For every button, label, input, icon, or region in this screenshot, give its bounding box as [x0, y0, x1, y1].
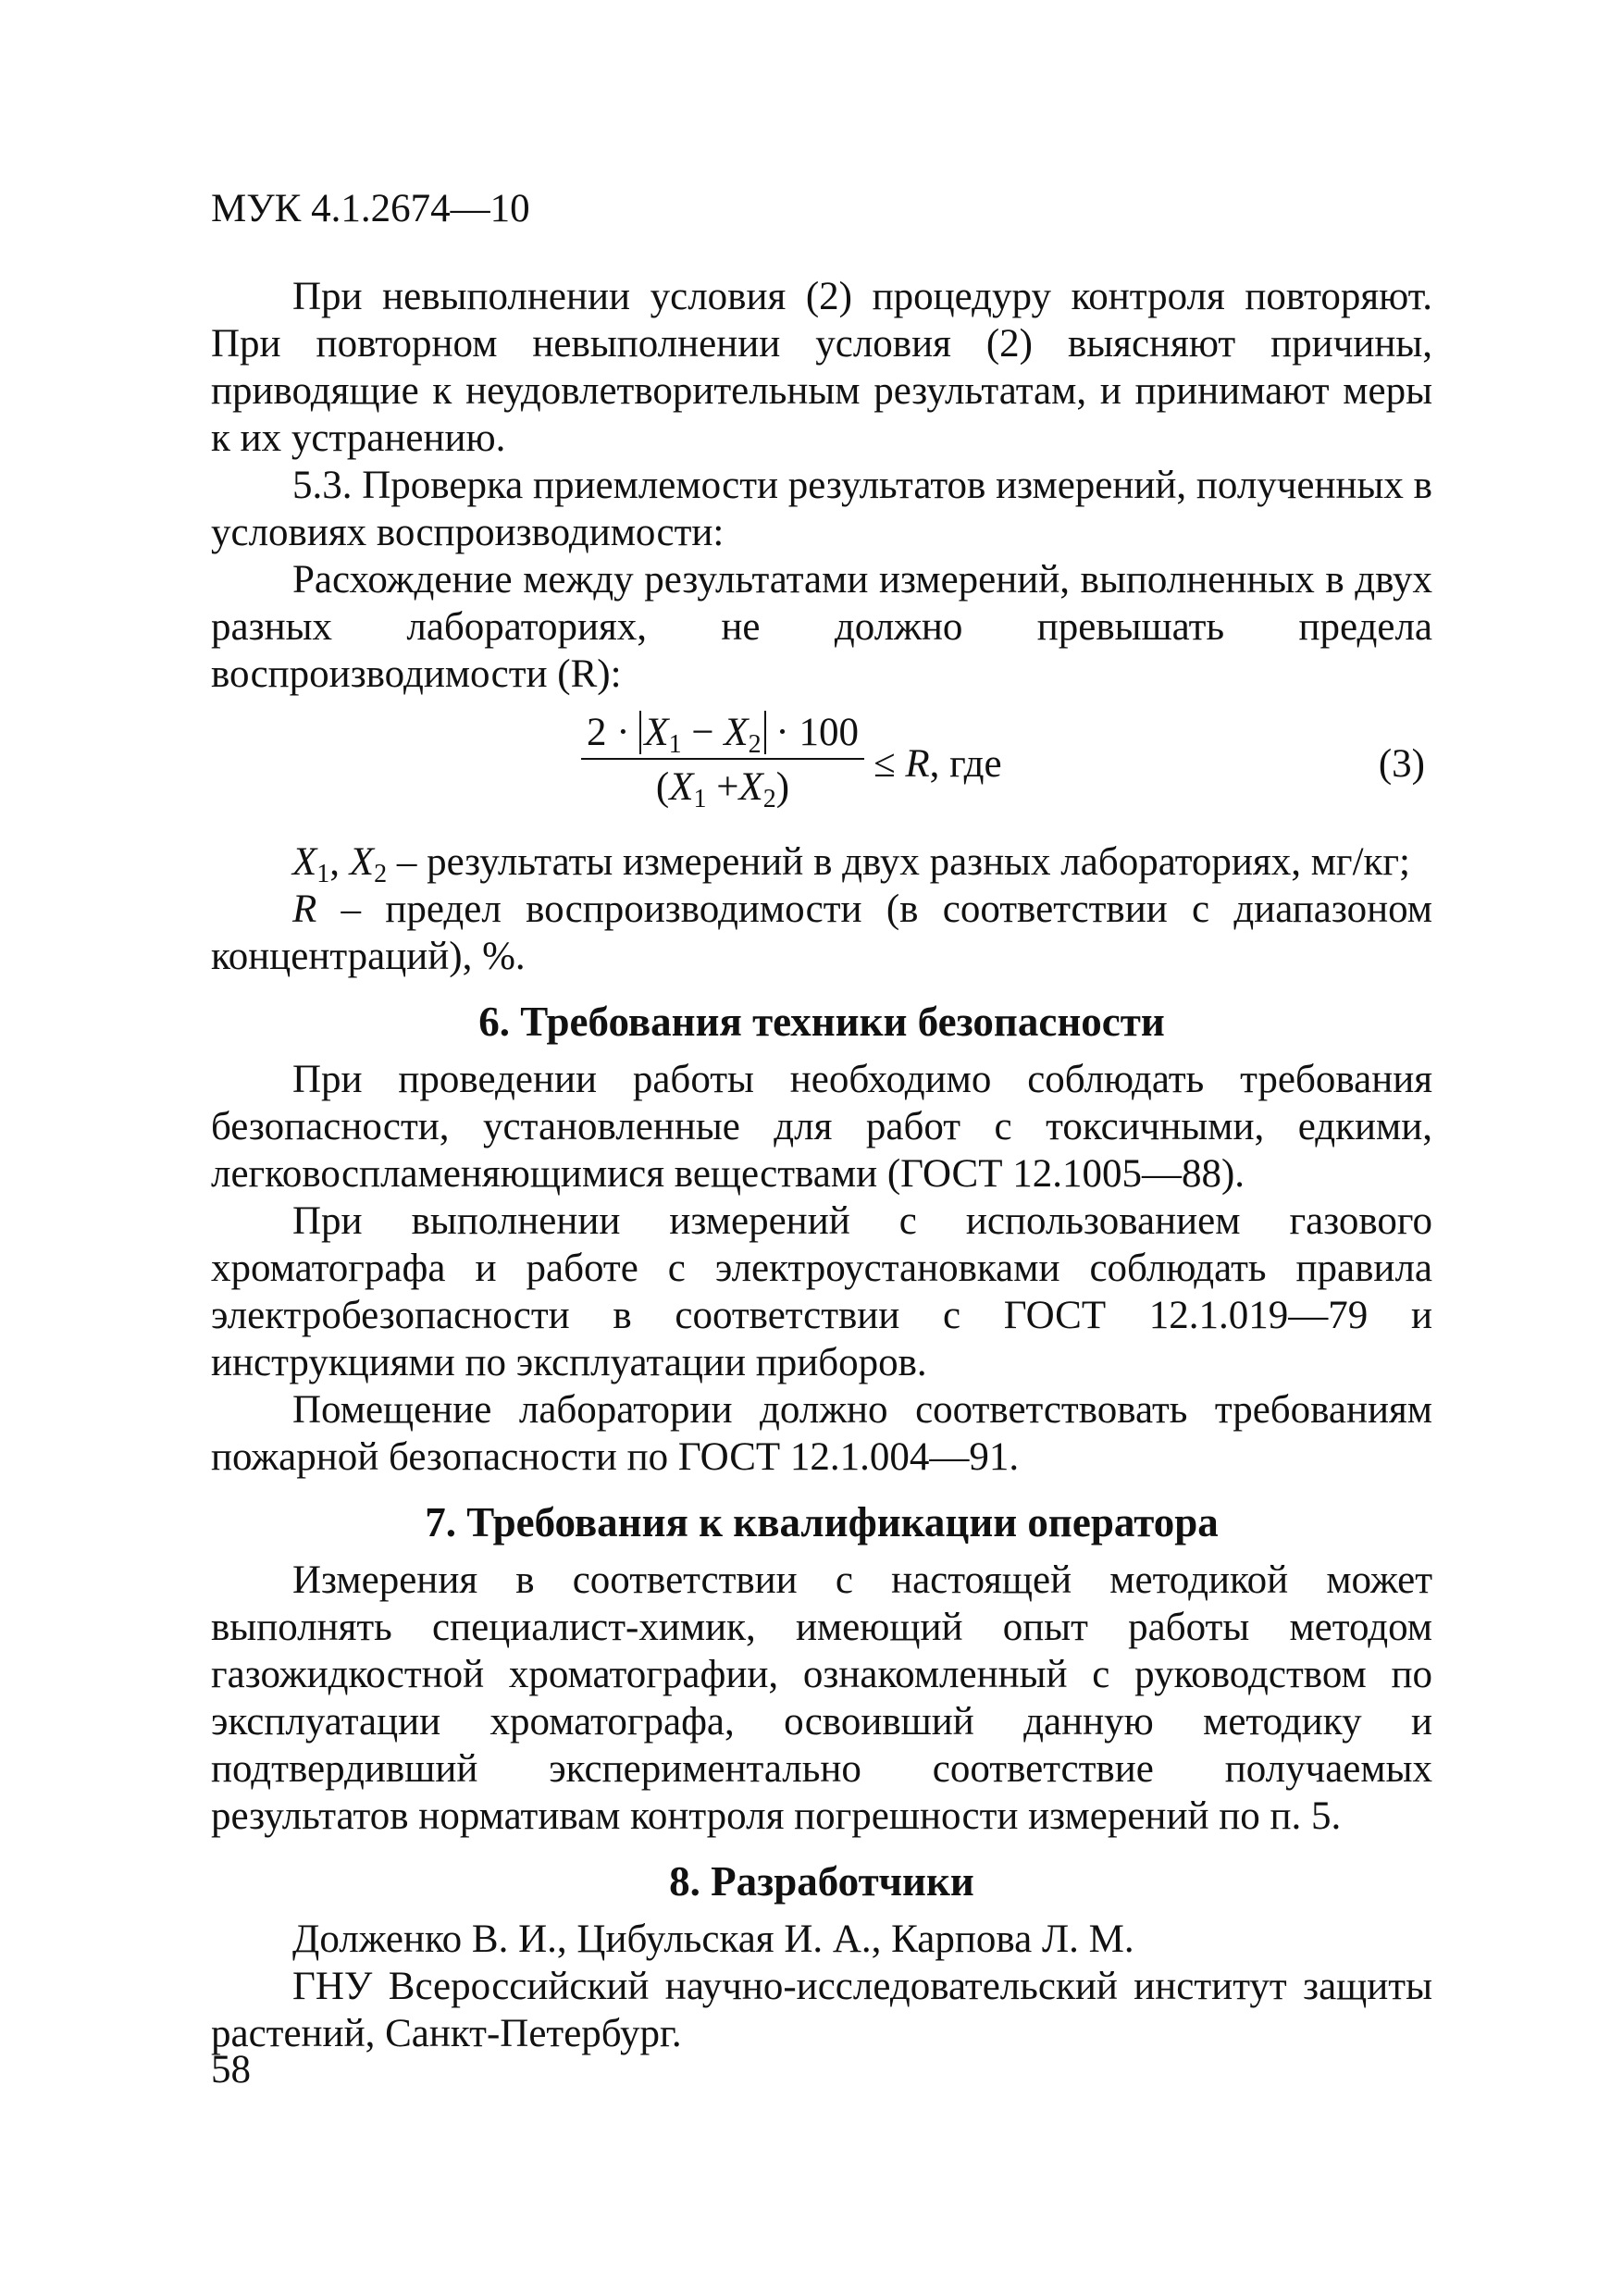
formula-paren-close: ) [775, 765, 790, 809]
formula-r: R [905, 742, 930, 786]
section-6-paragraph-1: При проведении работы необходимо соблюдать требования безопасности, установленные для работ с токсичными, едкими, легковоспламеняющимися веществами (ГОСТ 12.1005—88). [211, 1058, 1432, 1196]
formula-3 [211, 701, 1432, 831]
formula-x1-sub: 1 [668, 730, 682, 759]
definition-x1-x2 [211, 838, 1432, 886]
section-6-paragraph-3: Помещение лаборатории должно соответствовать требованиям пожарной безопасности по ГОСТ 12.1.004—91. [211, 1388, 1432, 1479]
def-sep: , [329, 840, 341, 884]
section-7-title: 7. Требования к квалификации оператора [425, 1499, 1219, 1545]
formula-denominator [656, 760, 789, 811]
formula-den-x1: X [669, 765, 694, 809]
section-8-authors: Долженко В. И., Цибульская И. А., Карпова Л. М. [292, 1917, 1134, 1961]
equation-number: (3) [1378, 742, 1425, 786]
def-x1: X [292, 840, 317, 884]
section-6-paragraph-2: При выполнении измерений с использованием газового хроматографа и работе с электроустановками соблюдать правила электробезопасности в соответствии с ГОСТ 12.1.019—79 и инструкциями по эксплуатации приборов. [211, 1199, 1432, 1384]
def-x2: X [349, 840, 375, 884]
section-6-title: 6. Требования техники безопасности [478, 999, 1165, 1045]
formula-den-x2-sub: 2 [762, 785, 776, 813]
document-code-header: МУК 4.1.2674—10 [211, 187, 530, 230]
section-8-institution: ГНУ Всероссийский научно-исследовательский институт защиты растений, Санкт-Петербург. [211, 1965, 1432, 2055]
formula-paren-open: ( [655, 765, 670, 809]
formula-den-x2: X [738, 765, 763, 809]
formula-fraction [581, 709, 864, 811]
definition-r [211, 886, 1432, 980]
section-8-title: 8. Разработчики [669, 1858, 974, 1905]
formula-multiplier: · 100 [775, 711, 859, 754]
formula-x1: X [644, 711, 669, 754]
formula-leq: ≤ [873, 742, 896, 786]
def-x1-sub: 1 [316, 860, 330, 888]
formula-x2: X [724, 711, 749, 754]
def-r: R [292, 887, 317, 931]
formula-x2-sub: 2 [748, 730, 762, 759]
def-x2-sub: 2 [374, 860, 388, 888]
formula-coefficient: 2 · [587, 711, 630, 754]
def-r-text: – предел воспроизводимости (в соответствии с диапазоном концентраций), %. [211, 887, 1432, 978]
formula-minus: − [691, 711, 714, 754]
page-number: 58 [211, 2048, 251, 2091]
formula-relation [873, 740, 1002, 788]
def-x-text: – результаты измерений в двух разных лабораториях, мг/кг; [387, 840, 1410, 884]
paragraph-5-3: 5.3. Проверка приемлемости результатов измерений, полученных в условиях воспроизводимости: [211, 464, 1432, 554]
section-7-paragraph-1: Измерения в соответствии с настоящей методикой может выполнять специалист-химик, имеющий опыт работы методом газожидкостной хроматографии, ознакомленный с руководством по эксплуатации хроматографа, освоивший данную методику и подтвердивший экспериментально соответствие получаемых результатов нормативам контроля погрешности измерений по п. 5. [211, 1558, 1432, 1838]
paragraph-repeat-control: При невыполнении условия (2) процедуру контроля повторяют. При повторном невыполнении условия (2) выясняют причины, приводящие к неудовлетворительным результатам, и принимают меры к их устранению. [211, 275, 1432, 460]
formula-plus: + [716, 765, 739, 809]
paragraph-reproducibility: Расхождение между результатами измерений, выполненных в двух разных лабораториях, не должно превышать предела воспроизводимости (R): [211, 558, 1432, 696]
formula-absolute-value [639, 711, 765, 759]
formula-den-x1-sub: 1 [693, 785, 707, 813]
formula-numerator [587, 709, 859, 758]
formula-where: , где [929, 742, 1002, 786]
document-page [211, 185, 1432, 2057]
